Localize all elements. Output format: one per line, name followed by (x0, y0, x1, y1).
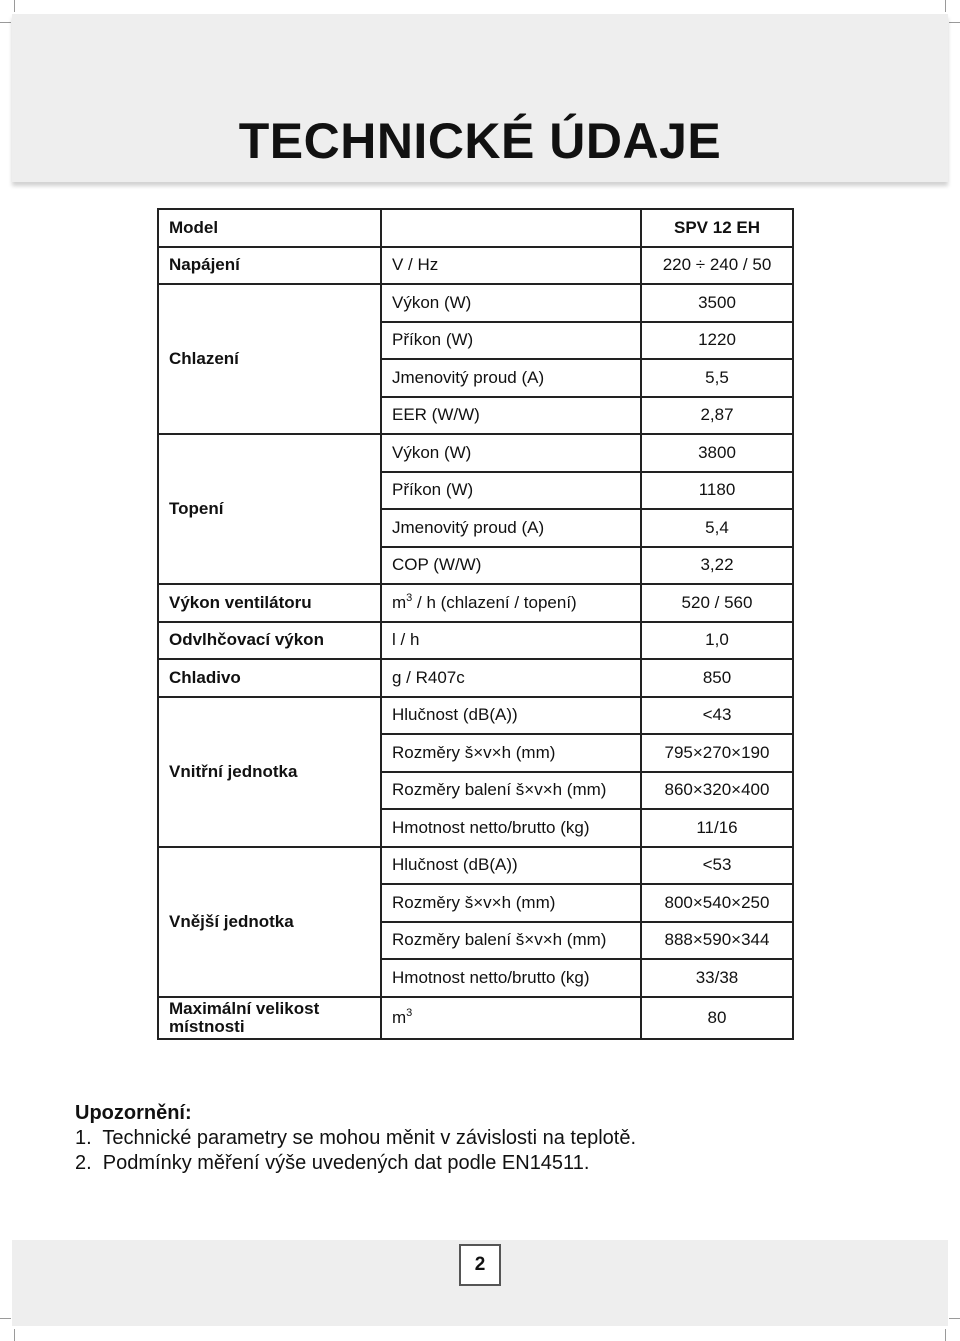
heating-value: 5,4 (641, 509, 793, 547)
dehumid-label: Odvlhčovací výkon (158, 622, 381, 660)
outdoor-param: Hlučnost (dB(A)) (381, 847, 641, 885)
fan-value: 520 / 560 (641, 584, 793, 622)
room-unit (381, 997, 641, 1039)
indoor-param: Hlučnost (dB(A)) (381, 697, 641, 735)
refrigerant-unit: g / R407c (381, 659, 641, 697)
indoor-value: 860×320×400 (641, 772, 793, 810)
heating-param: Výkon (W) (381, 434, 641, 472)
table-row (158, 697, 793, 735)
room-unit-base: m (392, 1007, 407, 1027)
indoor-param: Rozměry š×v×h (mm) (381, 734, 641, 772)
table-row (158, 584, 793, 622)
empty-cell (381, 209, 641, 247)
fan-unit (381, 584, 641, 622)
crop-mark-bottom-right-h (949, 1318, 960, 1319)
fan-label: Výkon ventilátoru (158, 584, 381, 622)
cooling-param: Jmenovitý proud (A) (381, 359, 641, 397)
outdoor-param: Rozměry balení š×v×h (mm) (381, 922, 641, 960)
crop-mark-top-left-v (14, 0, 15, 12)
room-value: 80 (641, 997, 793, 1039)
room-unit-exp: 3 (406, 1006, 413, 1019)
indoor-value: <43 (641, 697, 793, 735)
cooling-param: EER (W/W) (381, 397, 641, 435)
table-row (158, 284, 793, 322)
heating-param: COP (W/W) (381, 547, 641, 585)
outdoor-value: 888×590×344 (641, 922, 793, 960)
outdoor-label: Vnější jednotka (158, 847, 381, 997)
dehumid-unit: l / h (381, 622, 641, 660)
table-row (158, 247, 793, 285)
room-label: Maximální velikost místnosti (158, 997, 381, 1039)
note-item: 1. Technické parametry se mohou měnit v závislosti na teplotě. (75, 1127, 637, 1149)
cooling-value: 1220 (641, 322, 793, 360)
fan-unit-base: m (392, 592, 407, 612)
crop-mark-top-right-v (945, 0, 946, 12)
cooling-label: Chlazení (158, 284, 381, 434)
cooling-value: 2,87 (641, 397, 793, 435)
power-supply-label: Napájení (158, 247, 381, 285)
outdoor-value: 800×540×250 (641, 884, 793, 922)
indoor-param: Rozměry balení š×v×h (mm) (381, 772, 641, 810)
outdoor-param: Rozměry š×v×h (mm) (381, 884, 641, 922)
crop-mark-bottom-left-v (14, 1329, 15, 1341)
outdoor-value: <53 (641, 847, 793, 885)
refrigerant-value: 850 (641, 659, 793, 697)
dehumid-value: 1,0 (641, 622, 793, 660)
model-label: Model (158, 209, 381, 247)
refrigerant-label: Chladivo (158, 659, 381, 697)
outdoor-value: 33/38 (641, 959, 793, 997)
crop-mark-top-left-h (0, 22, 11, 23)
heating-value: 3800 (641, 434, 793, 472)
cooling-param: Příkon (W) (381, 322, 641, 360)
cooling-value: 3500 (641, 284, 793, 322)
model-value: SPV 12 EH (641, 209, 793, 247)
cooling-param: Výkon (W) (381, 284, 641, 322)
indoor-value: 795×270×190 (641, 734, 793, 772)
heating-label: Topení (158, 434, 381, 584)
heating-param: Jmenovitý proud (A) (381, 509, 641, 547)
crop-mark-bottom-left-h (0, 1318, 11, 1319)
heating-param: Příkon (W) (381, 472, 641, 510)
table-row (158, 847, 793, 885)
page-title: TECHNICKÉ ÚDAJE (238, 113, 722, 169)
note-item: 2. Podmínky měření výše uvedených dat podle EN14511. (75, 1152, 590, 1174)
notes-heading: Upozornění: (75, 1102, 192, 1124)
crop-mark-bottom-right-v (945, 1329, 946, 1341)
indoor-label: Vnitřní jednotka (158, 697, 381, 847)
crop-mark-top-right-h (949, 22, 960, 23)
outdoor-param: Hmotnost netto/brutto (kg) (381, 959, 641, 997)
indoor-param: Hmotnost netto/brutto (kg) (381, 809, 641, 847)
fan-unit-exp: 3 (406, 591, 413, 604)
page-number: 2 (459, 1244, 501, 1286)
table-row (158, 622, 793, 660)
table-row (158, 659, 793, 697)
indoor-value: 11/16 (641, 809, 793, 847)
spec-table (157, 208, 794, 1040)
heating-value: 3,22 (641, 547, 793, 585)
heating-value: 1180 (641, 472, 793, 510)
table-row (158, 209, 793, 247)
fan-unit-rest: / h (chlazení / topení) (412, 592, 577, 612)
power-supply-unit: V / Hz (381, 247, 641, 285)
table-row (158, 997, 793, 1039)
cooling-value: 5,5 (641, 359, 793, 397)
power-supply-value: 220 ÷ 240 / 50 (641, 247, 793, 285)
table-row (158, 434, 793, 472)
notes (75, 1101, 895, 1176)
